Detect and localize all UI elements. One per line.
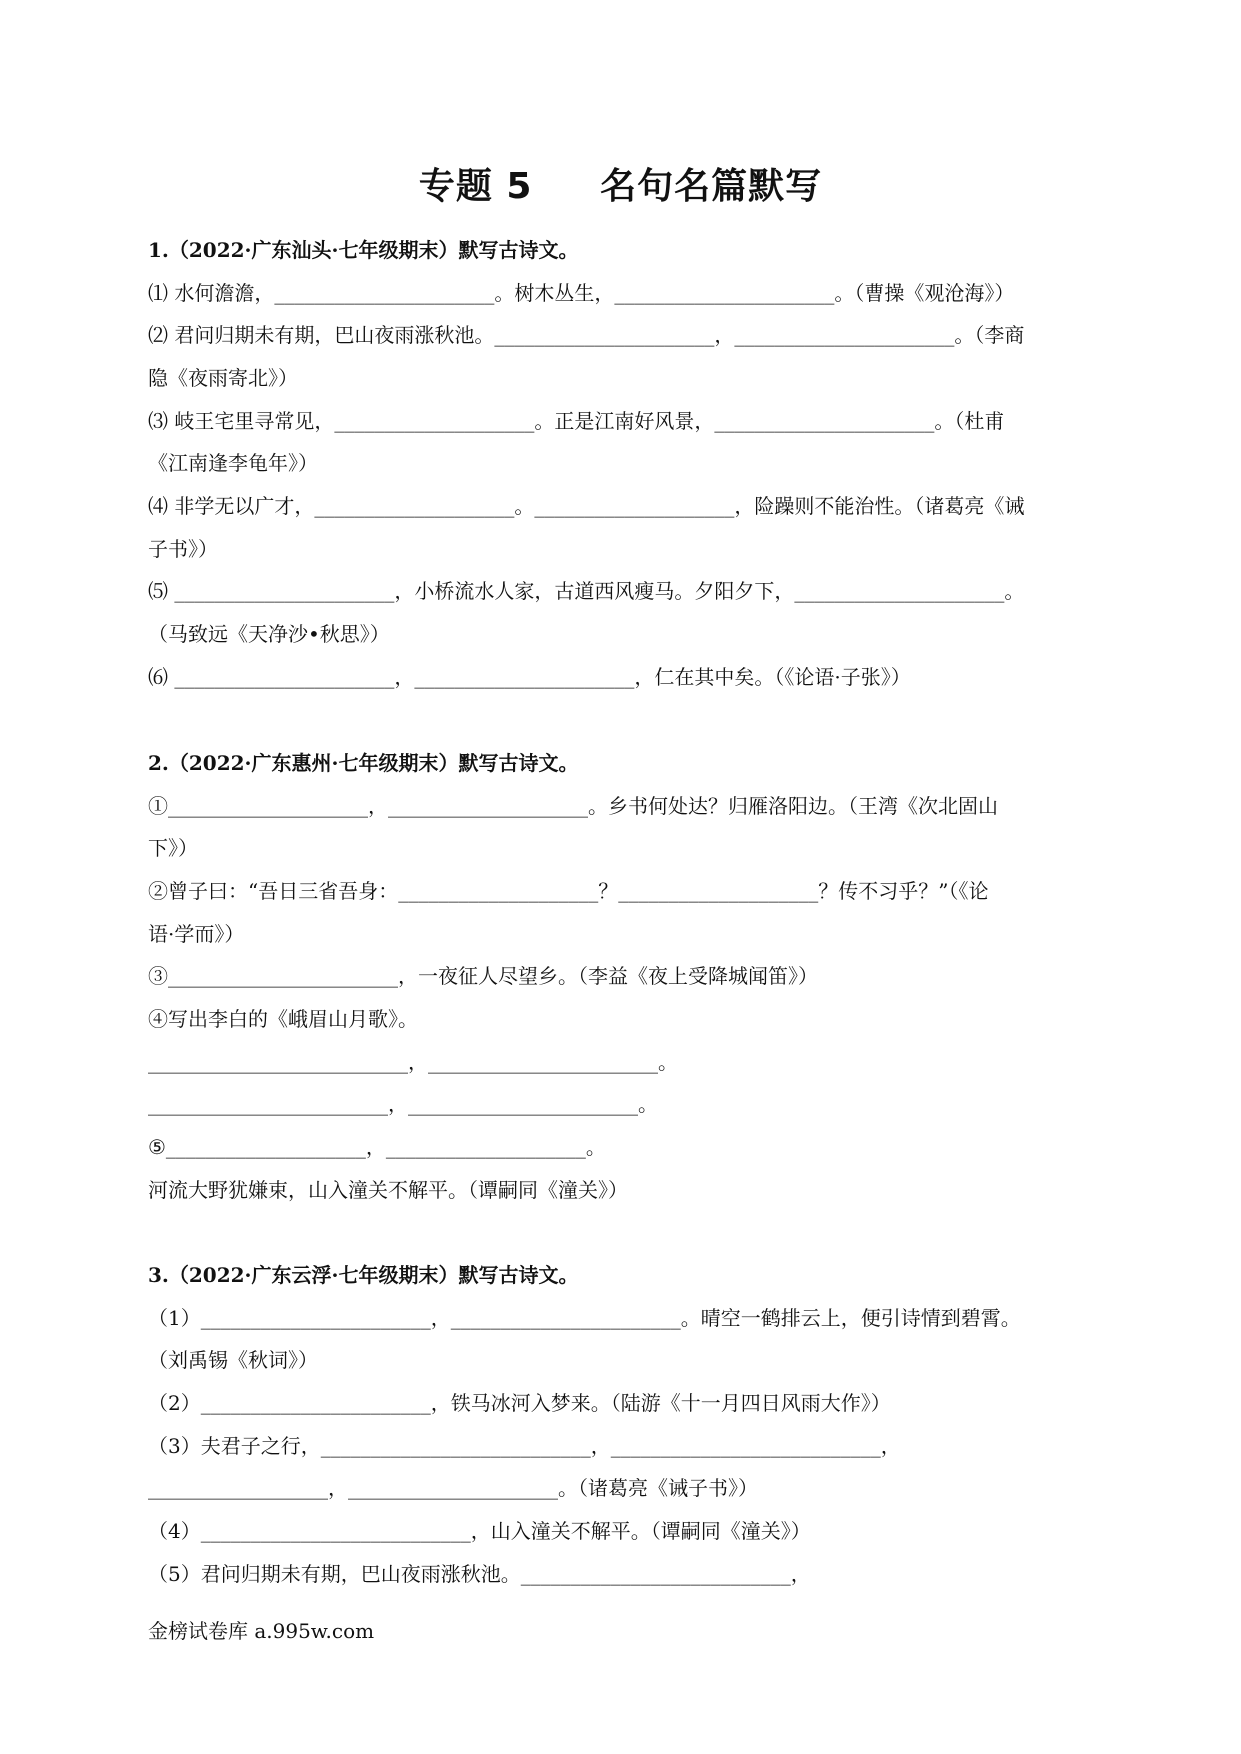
text-line: __________________，_____________________。（诸葛亮《诫子书》） xyxy=(148,1476,758,1500)
text-line: ②曾子曰：“吾日三省吾身：____________________？____________________？传不习乎？”（《论 xyxy=(148,879,989,903)
footer-watermark: 金榜试卷库 a.995w.com xyxy=(148,1619,375,1643)
text-line: 河流大野犹嫌束，山入潼关不解平。（谭嗣同《潼关》） xyxy=(148,1178,628,1202)
text-line: （2）_______________________，铁马冰河入梦来。（陆游《十一月四日风雨大作》） xyxy=(148,1391,891,1415)
text-line: ⑤____________________，____________________。 xyxy=(148,1135,606,1159)
text-line: ④写出李白的《峨眉山月歌》。 xyxy=(148,1007,418,1031)
text-line: 隐《夜雨寄北》） xyxy=(148,366,298,390)
text-line: 子书》） xyxy=(148,537,218,561)
text-line: 下》） xyxy=(148,836,198,860)
text-line: ③_______________________，一夜征人尽望乡。（李益《夜上受降城闻笛》） xyxy=(148,964,818,988)
text-line: ①____________________，____________________。乡书何处达？归雁洛阳边。（王湾《次北固山 xyxy=(148,794,998,818)
page-title: 专题 5 名句名篇默写 xyxy=(418,166,823,207)
text-line: ⑸ ______________________，小桥流水人家，古道西风瘦马。夕阳夕下，_____________________。 xyxy=(148,579,1025,603)
text-line: __________________________，_______________________。 xyxy=(148,1050,678,1074)
text-line: ⑹ ______________________，______________________，仁在其中矣。（《论语·子张》） xyxy=(148,665,911,689)
text-line: ⑶ 岐王宅里寻常见，____________________。正是江南好风景，______________________。（杜甫 xyxy=(148,409,1005,433)
text-line: ________________________，_______________________。 xyxy=(148,1092,658,1116)
text-line: 语·学而》） xyxy=(148,922,245,946)
text-line: （1）_______________________，_______________________。晴空一鹤排云上，便引诗情到碧霄。 xyxy=(148,1306,1021,1330)
question-heading: 2.（2022·广东惠州·七年级期末）默写古诗文。 xyxy=(148,751,579,775)
text-line: （马致远《天净沙•秋思》） xyxy=(148,622,390,646)
text-line: （5）君问归期未有期，巴山夜雨涨秋池。___________________________， xyxy=(148,1562,811,1586)
text-line: 《江南逢李龟年》） xyxy=(148,451,318,475)
text-line: ⑴ 水何澹澹，______________________。树木丛生，______________________。（曹操《观沧海》） xyxy=(148,281,1015,305)
question-heading: 1.（2022·广东汕头·七年级期末）默写古诗文。 xyxy=(148,238,579,262)
question-heading: 3.（2022·广东云浮·七年级期末）默写古诗文。 xyxy=(148,1263,579,1287)
text-line: （3）夫君子之行，___________________________，___________________________， xyxy=(148,1434,901,1458)
text-line: （4）___________________________，山入潼关不解平。（谭嗣同《潼关》） xyxy=(148,1519,811,1543)
text-line: ⑷ 非学无以广才，____________________。____________________，险躁则不能治性。（诸葛亮《诫 xyxy=(148,494,1025,518)
text-line: ⑵ 君问归期未有期，巴山夜雨涨秋池。______________________，______________________。（李商 xyxy=(148,323,1025,347)
text-line: （刘禹锡《秋词》） xyxy=(148,1348,318,1372)
